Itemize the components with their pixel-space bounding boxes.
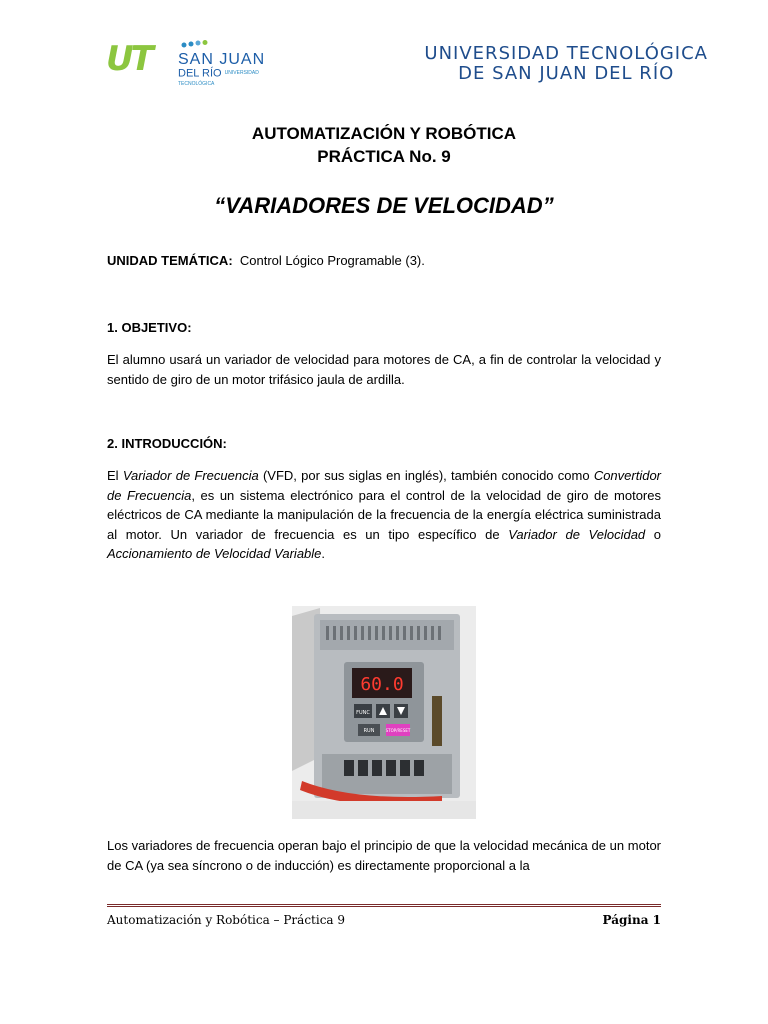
university-logo-left [106,39,296,88]
logo-name-line2: DEL RÍO UNIVERSIDAD TECNOLÓGICA [178,67,259,88]
logo-dots-icon [180,40,220,50]
section-introduccion-heading: 2. INTRODUCCIÓN: [107,436,227,451]
section-objetivo-text: El alumno usará un variador de velocidad para motores de CA, a fin de controlar la velocidad y sentido de giro de un motor trifásico jaula de ardilla. [107,352,661,387]
ut-logo-mark: UT [106,39,151,79]
university-name-line2: DE SAN JUAN DEL RÍO [458,63,675,84]
drive-func-label: FUNC [356,710,370,716]
section-objetivo-heading: 1. OBJETIVO: [107,320,192,335]
document-title-line1: AUTOMATIZACIÓN Y ROBÓTICA [251,124,517,143]
document-subtitle: “VARIADORES DE VELOCIDAD” [214,193,554,218]
footer-page-number: Página 1 [602,913,661,927]
footer-divider [107,904,661,907]
unidad-value: Control Lógico Programable (3). [239,253,425,268]
footer-document-title: Automatización y Robótica – Práctica 9 [107,913,346,927]
drive-stop-label: STOP/RESET [385,728,411,733]
unidad-label: UNIDAD TEMÁTICA: [107,253,233,268]
document-title-line2: PRÁCTICA No. 9 [317,147,451,166]
drive-run-label: RUN [363,728,375,734]
drive-display-readout: 60.0 [360,674,404,695]
section-introduccion-text: El Variador de Frecuencia (VFD, por sus siglas en inglés), también conocido como Convertidor de Frecuencia, es un sistema electrónico para el control de la velocidad de giro de motores eléctricos de CA mediante la manipulación de la frecuencia de la energía eléctrica suministrada al motor. Un variador de frecuencia es un tipo específico de Variador de Velocidad o Accionamiento de Velocidad Variable. [107,468,662,561]
university-name-header [424,44,708,84]
section-introduccion-text2: Los variadores de frecuencia operan bajo el principio de que la velocidad mecánica de un motor de CA (ya sea síncrono o de inducción) es directamente proporcional a la [107,838,661,873]
university-name-line1: UNIVERSIDAD TECNOLÓGICA [424,43,708,64]
logo-name-line1: SAN JUAN [178,51,266,68]
frequency-drive-photo [292,606,476,819]
unidad-tematica [107,253,425,268]
